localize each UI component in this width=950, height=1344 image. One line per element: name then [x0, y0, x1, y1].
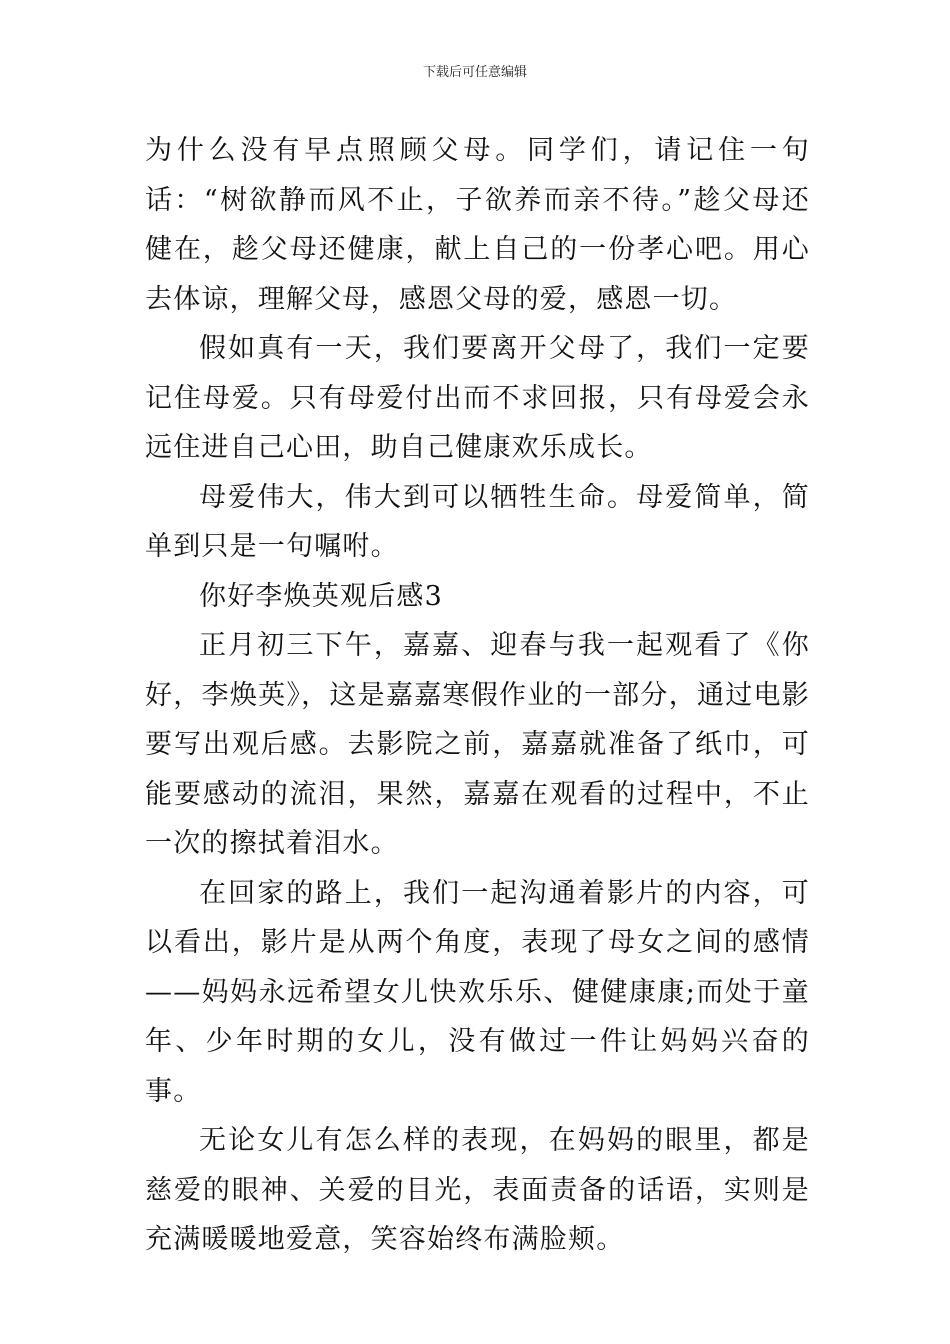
- paragraph: 无论女儿有怎么样的表现，在妈妈的眼里，都是慈爱的眼神、关爱的目光，表面责备的话语，实则是充满暖暖地爱意，笑容始终布满脸颊。: [145, 1125, 810, 1255]
- paragraph-continuation: 为什么没有早点照顾父母。同学们，请记住一句话：“树欲静而风不止，子欲养而亲不待。”趁父母还健在，趁父母还健康，献上自己的一份孝心吧。用心去体谅，理解父母，感恩父母的爱，感恩一切。: [145, 135, 810, 315]
- page-header: 下载后可任意编辑: [422, 65, 527, 80]
- paragraph: 正月初三下午，嘉嘉、迎春与我一起观看了《你好，李焕英》，这是嘉嘉寒假作业的一部分，通过电影要写出观后感。去影院之前，嘉嘉就准备了纸巾，可能要感动的流泪，果然，嘉嘉在观看的过程中，不止一次的擦拭着泪水。: [145, 630, 810, 859]
- section-heading: 你好李焕英观后感3: [199, 580, 443, 612]
- paragraph: 假如真有一天，我们要离开父母了，我们一定要记住母爱。只有母爱付出而不求回报，只有母爱会永远住进自己心田，助自己健康欢乐成长。: [145, 333, 810, 463]
- document-body: [145, 126, 810, 1265]
- paragraph: 母爱伟大，伟大到可以牺牲生命。母爱简单，简单到只是一句嘱咐。: [145, 481, 810, 562]
- paragraph: 在回家的路上，我们一起沟通着影片的内容，可以看出，影片是从两个角度，表现了母女之间的感情——妈妈永远希望女儿快欢乐乐、健健康康;而处于童年、少年时期的女儿，没有做过一件让妈妈兴奋的事。: [145, 877, 810, 1107]
